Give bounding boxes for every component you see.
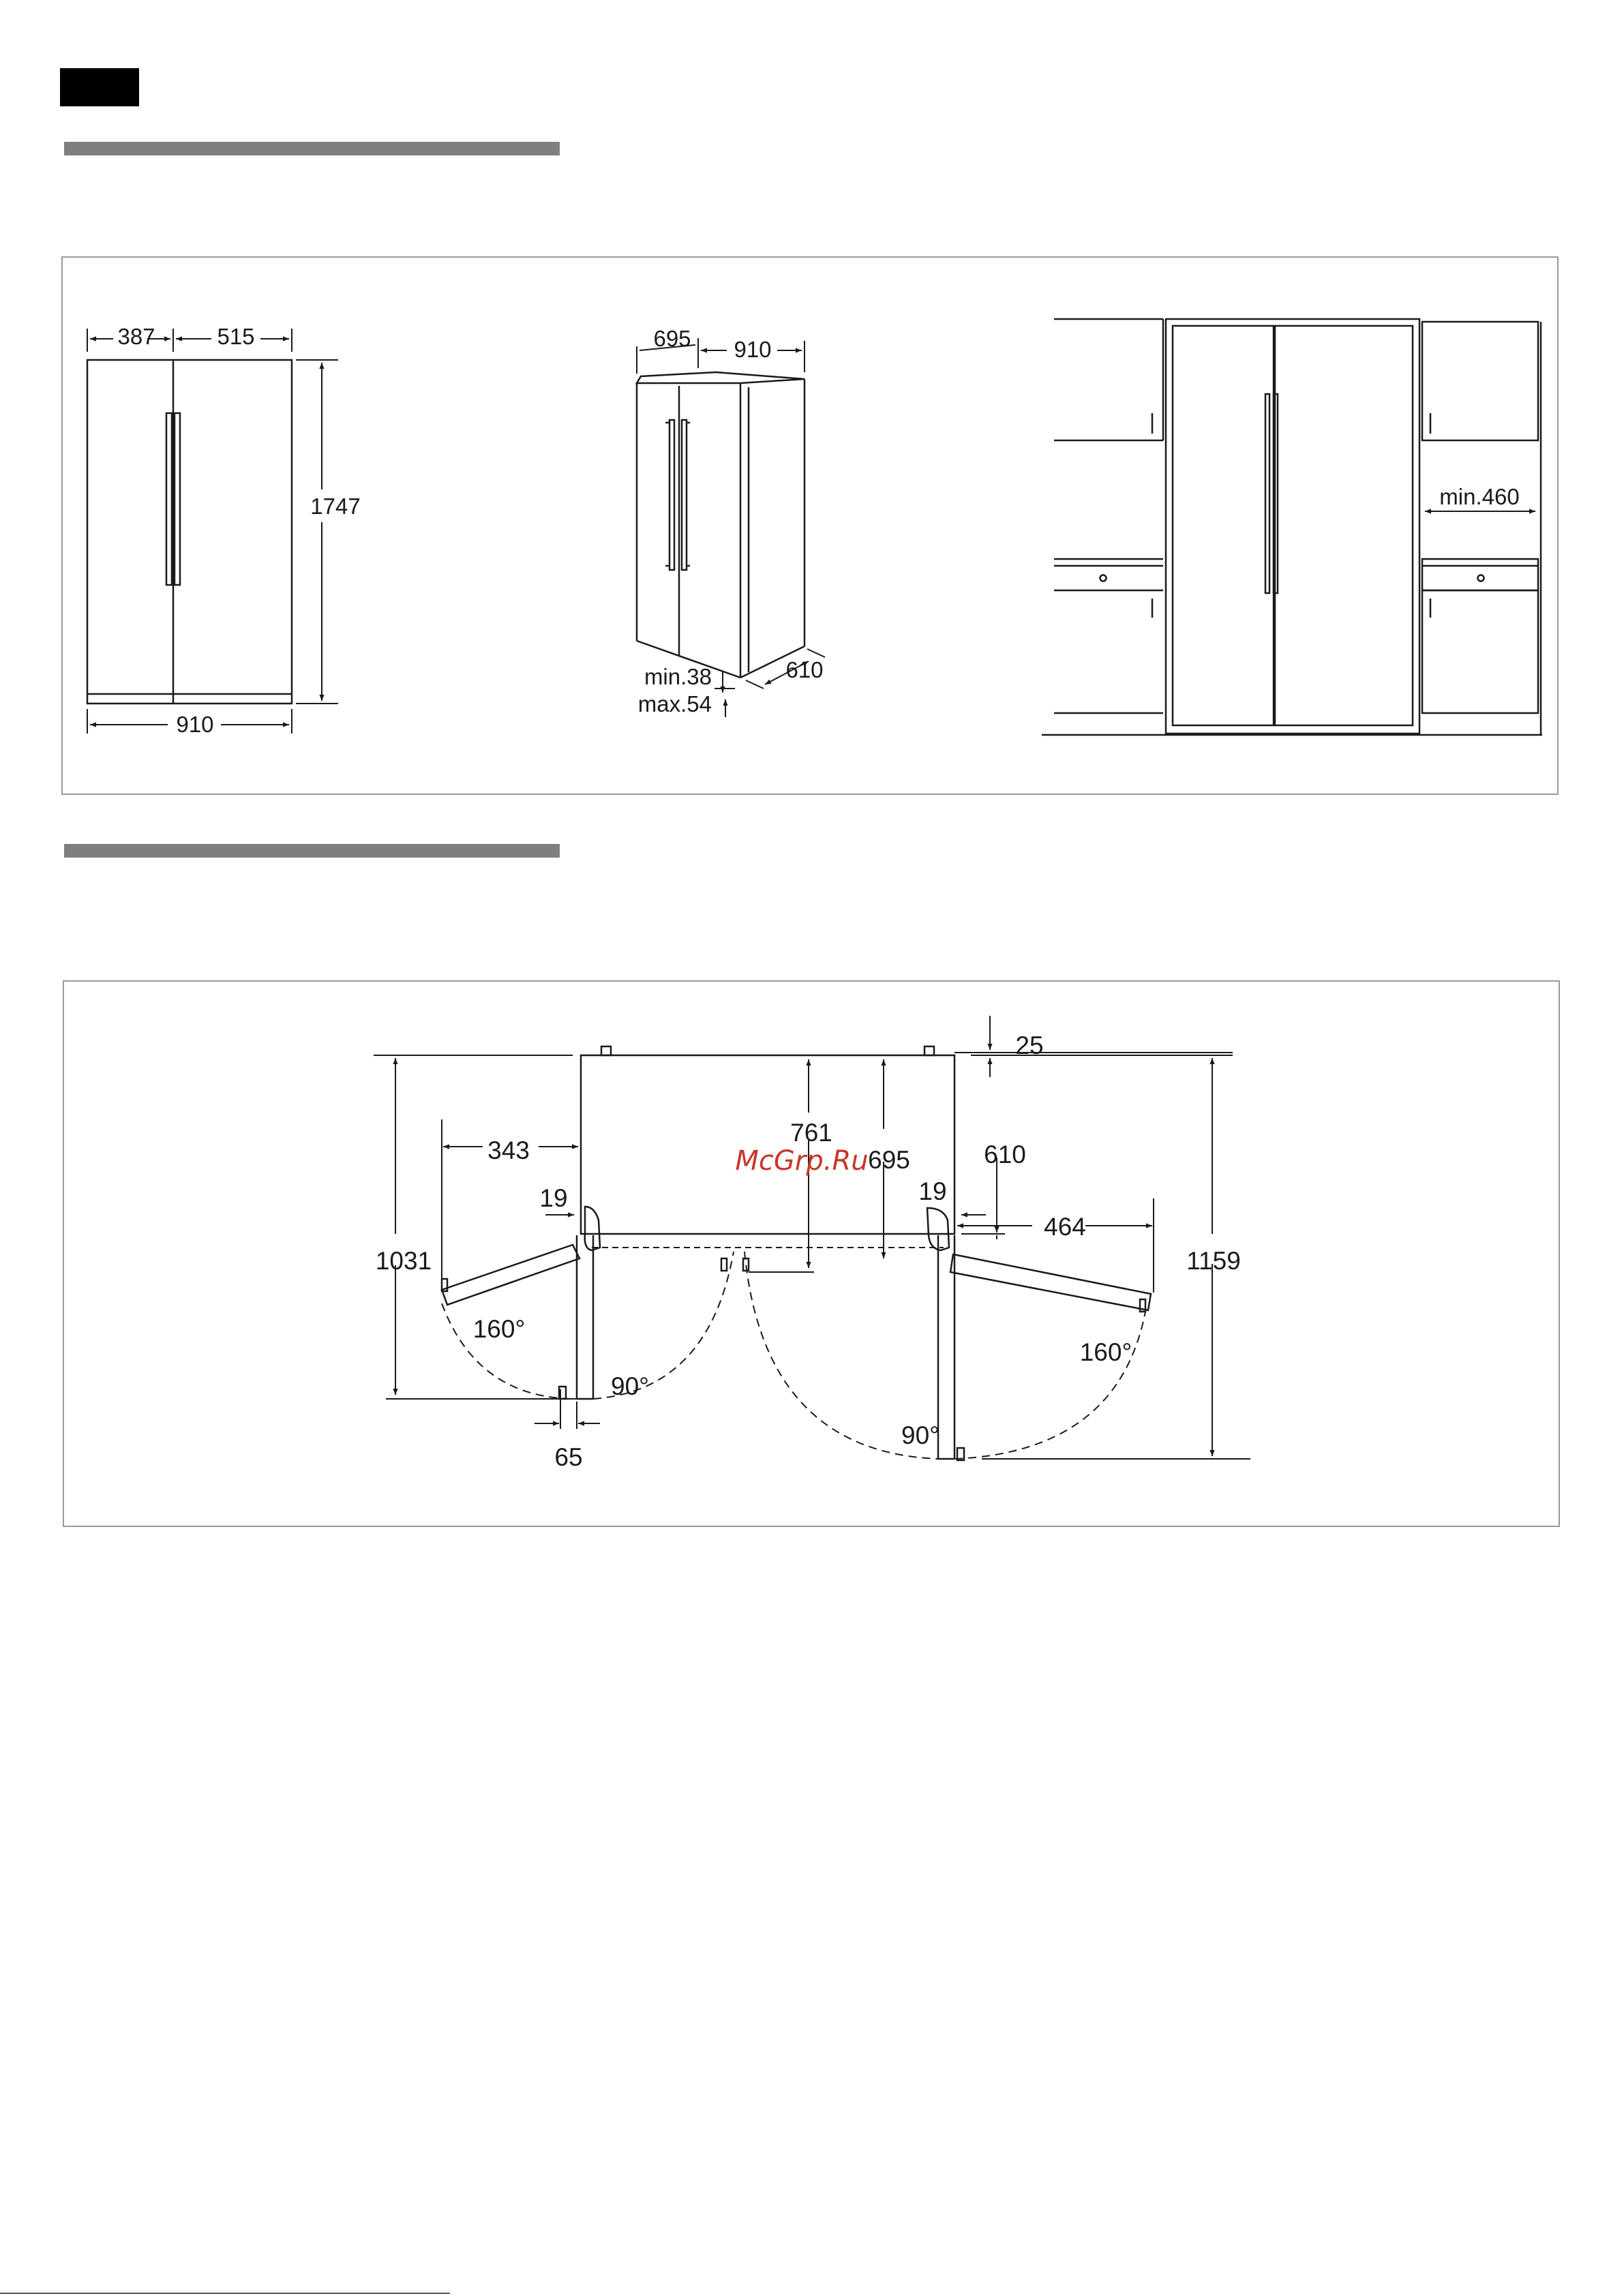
perspective-view-fridge <box>637 372 805 678</box>
door-opening-plan <box>442 1046 1151 1460</box>
dim-1159: 1159 <box>1186 1247 1241 1275</box>
freezer-handle <box>166 413 172 585</box>
door-opening-dimension-lines <box>374 1016 1250 1459</box>
dim-65: 65 <box>554 1443 583 1471</box>
front-view-dimension-lines <box>87 329 338 734</box>
niche-view-kitchen <box>1042 319 1542 735</box>
dim-387: 387 <box>117 324 155 349</box>
dim-1031: 1031 <box>375 1247 432 1275</box>
angle-90-right: 90° <box>901 1421 939 1449</box>
dim-25: 25 <box>1015 1031 1044 1059</box>
angle-160-right: 160° <box>1079 1338 1132 1366</box>
dim-910-front: 910 <box>176 712 214 737</box>
dim-min-460: min.460 <box>1439 484 1520 509</box>
dim-19-left: 19 <box>539 1184 568 1212</box>
dim-695-plan: 695 <box>868 1146 910 1174</box>
dim-515: 515 <box>217 324 255 349</box>
front-view-fridge <box>87 360 292 704</box>
dim-19-right: 19 <box>918 1177 947 1205</box>
angle-160-left: 160° <box>472 1315 526 1343</box>
fridge-body-plan <box>581 1055 954 1234</box>
fridge-handle <box>175 413 180 585</box>
dim-610-perspective: 610 <box>785 657 824 682</box>
dim-761: 761 <box>790 1119 832 1147</box>
dim-1747: 1747 <box>310 494 361 519</box>
dim-343: 343 <box>487 1136 530 1164</box>
dim-464: 464 <box>1044 1213 1086 1241</box>
dim-min-38: min.38 <box>644 664 712 689</box>
dim-910-perspective: 910 <box>734 337 772 362</box>
dim-695-perspective: 695 <box>653 326 691 351</box>
dim-max-54: max.54 <box>637 691 712 716</box>
door-swing-arcs <box>442 1252 1145 1459</box>
angle-90-left: 90° <box>611 1372 649 1400</box>
dim-610-plan: 610 <box>984 1141 1026 1168</box>
watermark-text: McGrp.Ru <box>735 1145 869 1177</box>
